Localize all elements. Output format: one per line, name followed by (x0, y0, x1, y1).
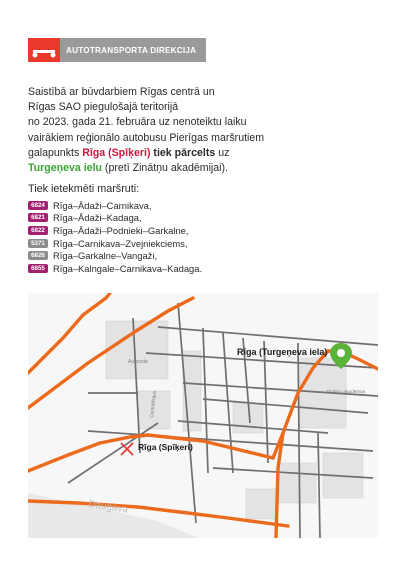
notice-text (28, 85, 378, 176)
route-item (28, 212, 202, 225)
route-item (28, 199, 202, 212)
route-item (28, 224, 202, 237)
notice-text-part: uz (215, 146, 230, 159)
map-label-centraltirgus: Centrāltirgus (150, 390, 158, 419)
route-badge: 6826 (28, 251, 48, 260)
old-stop-name: Rīga (Spīķeri) (82, 146, 151, 159)
map-label-zinatnu-akademija: Zinātņu akadēmija (326, 390, 366, 395)
notice-line: no 2023. gada 21. februāra uz nenoteiktu laiku (28, 116, 247, 129)
notice-line: Saistībā ar būvdarbiem Rīgas centrā un (28, 86, 215, 98)
route-name: Rīga–Ādaži–Carnikava, (53, 199, 152, 211)
route-badge: 6824 (28, 201, 48, 210)
logo-icon (28, 38, 60, 62)
new-stop-label: Rīga (Turgeņeva iela) (237, 347, 328, 357)
route-name: Rīga–Carnikava–Zvejniekciems, (53, 237, 188, 249)
notice-text-part: galapunkts (28, 146, 83, 159)
map-label-daugava: Daugava (87, 499, 129, 516)
route-badge: 6855 (28, 264, 48, 273)
map-svg (28, 293, 378, 538)
notice-line (28, 146, 378, 161)
building-block (246, 489, 276, 519)
route-item (28, 249, 202, 262)
notice-line: vairākiem reģionālo autobusu Pierīgas maršrutiem (28, 131, 265, 144)
notice-line (28, 161, 378, 176)
route-name: Rīga–Kalngale–Carnikava–Kadaga. (53, 262, 203, 274)
route-name: Rīga–Garkalne–Vangaži, (53, 250, 158, 262)
new-stop-name: Turgeņeva ielu (28, 162, 102, 175)
route-item (28, 237, 202, 250)
route-badge: 5371 (28, 239, 48, 248)
header (28, 38, 206, 62)
routes-list (28, 199, 202, 275)
route-name: Rīga–Ādaži–Kadaga, (53, 212, 142, 224)
notice-text-part: (pretī Zinātņu akadēmijai). (101, 162, 228, 175)
route-name: Rīga–Ādaži–Podnieki–Garkalne, (53, 224, 189, 236)
route-badge: 6821 (28, 213, 48, 222)
route-badge: 6822 (28, 226, 48, 235)
notice-emphasis: tiek pārcelts (150, 146, 216, 159)
route-item (28, 262, 202, 275)
map (28, 293, 378, 543)
old-stop-label: Rīga (Spīķeri) (138, 442, 193, 452)
routes-title: Tiek ietekmēti maršruti: (28, 183, 140, 195)
map-label-autoosta: Autoosta (128, 359, 148, 365)
notice-line: Rīgas SAO piegulošajā teritorijā (28, 101, 179, 114)
building-block (278, 463, 316, 503)
header-title: AUTOTRANSPORTA DIREKCIJA (60, 38, 206, 62)
